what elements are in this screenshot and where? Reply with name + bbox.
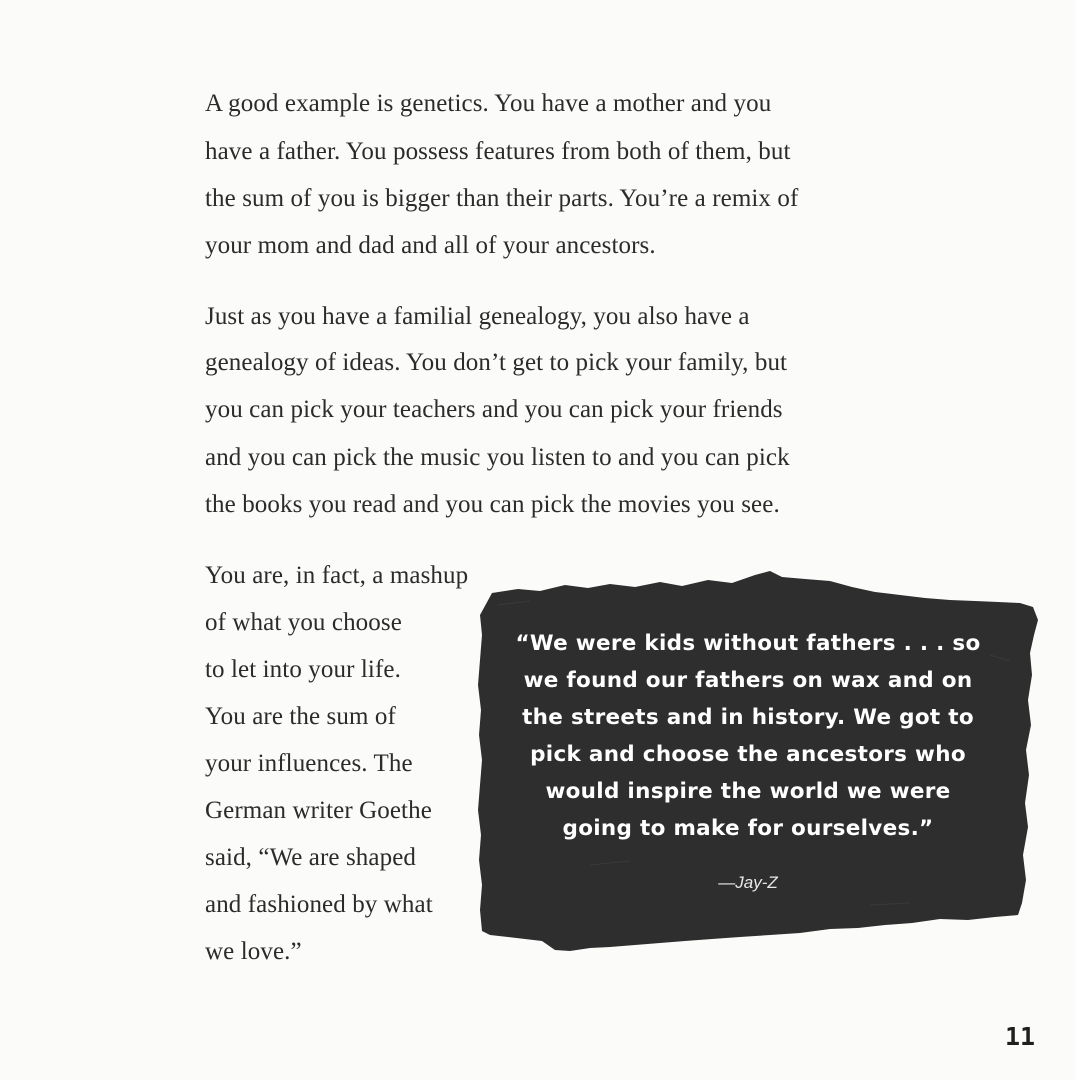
paragraph3-line-4: You are the sum of bbox=[205, 703, 396, 730]
paragraph3-line-8: and fashioned by what bbox=[205, 891, 433, 918]
page-number: 11 bbox=[1005, 1022, 1036, 1051]
paragraph3-line-1: You are, in fact, a mashup bbox=[205, 562, 469, 589]
quote-line-3: the streets and in history. We got to bbox=[522, 705, 974, 730]
quote-line-4: pick and choose the ancestors who bbox=[530, 742, 966, 767]
paragraph1-line-4: your mom and dad and all of your ancestors. bbox=[205, 232, 656, 259]
paragraph3-line-9: we love.” bbox=[205, 938, 302, 965]
paragraph3-line-5: your influences. The bbox=[205, 750, 413, 777]
quote-attribution: —Jay-Z bbox=[718, 873, 778, 892]
quote-line-2: we found our fathers on wax and on bbox=[523, 668, 973, 693]
paragraph2-line-2: genealogy of ideas. You don’t get to pick your family, but bbox=[205, 349, 788, 376]
paragraph2-line-3: you can pick your teachers and you can pick your friends bbox=[205, 396, 783, 423]
paragraph1-line-3: the sum of you is bigger than their parts. You’re a remix of bbox=[205, 185, 799, 212]
quote-line-6: going to make for ourselves.” bbox=[562, 816, 934, 841]
paragraph1-line-1: A good example is genetics. You have a mother and you bbox=[205, 90, 772, 117]
paragraph3-line-3: to let into your life. bbox=[205, 656, 401, 683]
quote-line-1: “We were kids without fathers . . . so bbox=[515, 631, 981, 656]
paragraph1-line-2: have a father. You possess features from both of them, but bbox=[205, 138, 791, 165]
quote-line-5: would inspire the world we were bbox=[545, 779, 951, 804]
paragraph2-line-1: Just as you have a familial genealogy, you also have a bbox=[205, 303, 750, 330]
paragraph3-line-6: German writer Goethe bbox=[205, 797, 432, 824]
paragraph3-line-2: of what you choose bbox=[205, 609, 402, 636]
paragraph2-line-5: the books you read and you can pick the movies you see. bbox=[205, 491, 780, 518]
paragraph3-line-7: said, “We are shaped bbox=[205, 844, 416, 871]
paragraph2-line-4: and you can pick the music you listen to and you can pick bbox=[205, 444, 790, 471]
